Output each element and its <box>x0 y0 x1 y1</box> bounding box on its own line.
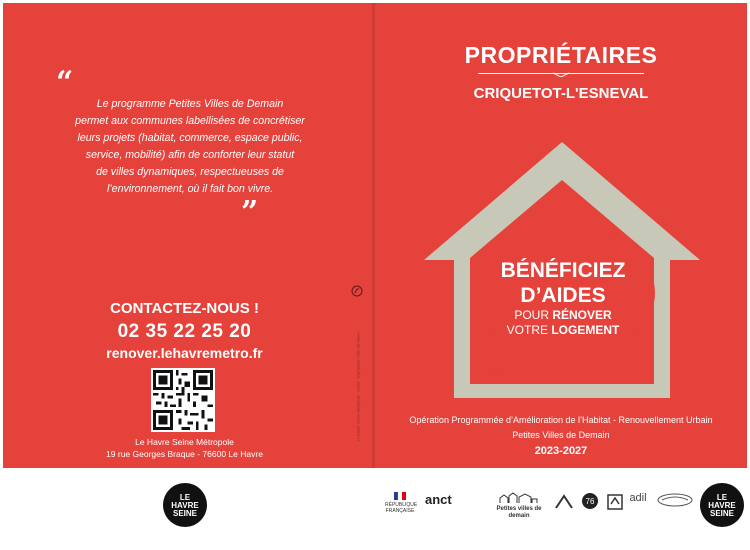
org-address: 19 rue Georges Braque - 76600 Le Havre <box>106 449 263 459</box>
quote-line: Le programme Petites Villes de Demain <box>96 98 284 110</box>
logo-text: SEINE <box>709 509 734 518</box>
benefit-subline-text: VOTRE <box>506 323 552 337</box>
town-skyline-icon <box>499 492 539 504</box>
soliha-logo <box>655 492 695 520</box>
benefit-headline: BÉNÉFICIEZ <box>500 259 626 282</box>
benefit-subline-text: POUR <box>514 308 553 322</box>
chevron-down-icon <box>553 69 569 77</box>
quote-line: service, mobilité) afin de conforter leur statut <box>85 149 295 161</box>
program-name: Petites Villes de Demain <box>512 430 610 440</box>
page-title: PROPRIÉTAIRES <box>464 42 658 68</box>
town-name: CRIQUETOT-L'ESNEVAL <box>473 85 649 102</box>
spine-credits <box>350 285 364 460</box>
petites-villes-logo <box>492 492 546 520</box>
benefit-subline-emphasis: LOGEMENT <box>551 323 620 337</box>
quote-line: l’environnement, où il fait bon vivre. <box>106 183 274 195</box>
adil-logo: adil <box>629 492 647 504</box>
program-years: 2023-2027 <box>534 445 588 457</box>
le-havre-seine-logo-right <box>700 483 744 527</box>
benefit-subline-2 <box>475 323 651 337</box>
region-logo <box>604 492 626 520</box>
logo-text: LE <box>716 493 728 502</box>
region-icon <box>605 492 625 512</box>
anct-logo: anct <box>425 492 452 507</box>
republique-francaise-logo <box>385 492 418 520</box>
benefit-subline <box>475 308 651 322</box>
department-icon <box>581 492 599 510</box>
flag-icon <box>393 492 407 500</box>
quote-line: de villes dynamiques, respectueuses de <box>96 166 284 178</box>
contact-phone[interactable]: 02 35 22 25 20 <box>117 321 252 342</box>
contact-title: CONTACTEZ-NOUS ! <box>110 300 259 317</box>
benefit-subline-emphasis: RÉNOVER <box>552 308 612 322</box>
partner-label: RÉPUBLIQUE FRANÇAISE <box>385 502 418 514</box>
program-quote <box>40 96 340 198</box>
le-havre-seine-logo <box>163 483 207 527</box>
soliha-icon <box>656 492 694 508</box>
quote-line: permet aux communes labellisées de concrétiser <box>75 115 305 127</box>
svg-text:76: 76 <box>585 497 595 506</box>
contact-website-link[interactable]: renover.lehavremetro.fr <box>106 345 263 361</box>
close-quote-icon: ” <box>241 195 259 230</box>
quote-line: leurs projets (habitat, commerce, espace public, <box>77 132 303 144</box>
spine-text: Le Havre Seine Métropole · 02/23 · Impression Ville du Havre <box>355 332 361 442</box>
open-quote-icon: “ <box>56 65 74 100</box>
benefit-headline-2: D’AIDES <box>520 284 606 307</box>
logo-text: HAVRE <box>171 501 199 510</box>
anah-logo <box>553 492 575 520</box>
org-name: Le Havre Seine Métropole <box>135 437 234 447</box>
logo-text: SEINE <box>172 509 197 518</box>
qr-code-icon[interactable] <box>151 368 215 432</box>
anah-icon <box>554 492 574 512</box>
program-description: Opération Programmée d’Amélioration de l’Habitat - Renouvellement Urbain <box>409 415 713 425</box>
department-76-logo <box>580 492 600 520</box>
logo-text: LE <box>179 493 191 502</box>
logo-text: HAVRE <box>708 501 736 510</box>
partner-label: Petites villes de demain <box>496 506 542 519</box>
